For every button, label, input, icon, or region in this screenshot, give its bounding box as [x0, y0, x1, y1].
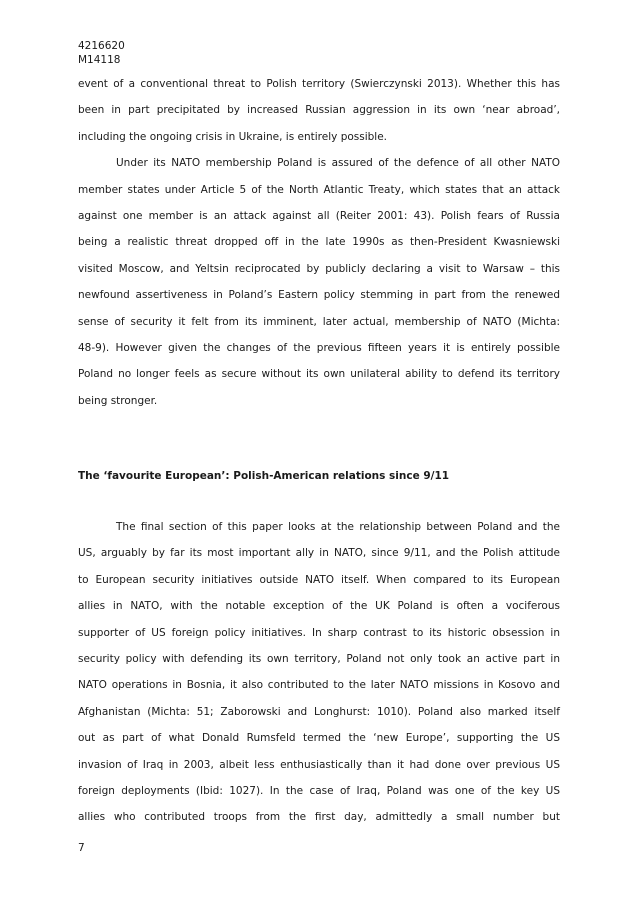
- text-line: event of a conventional threat to Polish territory (Swierczynski 2013). Whether this has: [78, 78, 560, 90]
- text-line: being stronger.: [78, 394, 158, 407]
- text-line: including the ongoing crisis in Ukraine, is entirely possible.: [78, 130, 388, 143]
- text-line: been in part precipitated by increased Russian aggression in its own ‘near abroad’,: [78, 104, 560, 117]
- page-number: 7: [78, 842, 85, 854]
- paragraph-1: [78, 77, 560, 156]
- text-line: invasion of Iraq in 2003, albeit less enthusiastically than it had done over previous US: [78, 758, 560, 771]
- text-line: Afghanistan (Michta: 51; Zaborowski and Longhurst: 1010). Poland also marked itself: [78, 705, 560, 718]
- text-line: newfound assertiveness in Poland’s Eastern policy stemming in part from the renewed: [78, 289, 560, 302]
- text-line: against one member is an attack against all (Reiter 2001: 43). Polish fears of Russia: [78, 209, 560, 222]
- section-heading: The ‘favourite European’: Polish-American relations since 9/11: [78, 470, 450, 482]
- text-line: sense of security it felt from its imminent, later actual, membership of NATO (Michta:: [78, 315, 560, 328]
- text-line: supporter of US foreign policy initiatives. In sharp contrast to its historic obsession in: [78, 626, 560, 639]
- text-line: security policy with defending its own territory, Poland not only took an active part in: [78, 652, 560, 665]
- text-line: NATO operations in Bosnia, it also contributed to the later NATO missions in Kosovo and: [78, 679, 560, 692]
- text-line: being a realistic threat dropped off in the late 1990s as then-President Kwasniewski: [78, 236, 560, 249]
- text-line: The final section of this paper looks at the relationship between Poland and the: [116, 521, 560, 533]
- text-line: allies in NATO, with the notable exception of the UK Poland is often a vociferous: [78, 600, 560, 613]
- text-line: Under its NATO membership Poland is assured of the defence of all other NATO: [116, 157, 560, 170]
- text-line: Poland no longer feels as secure without its own unilateral ability to defend its territory: [78, 368, 560, 381]
- text-line: US, arguably by far its most important ally in NATO, since 9/11, and the Polish attitude: [78, 547, 560, 560]
- student-id: 4216620: [78, 40, 125, 52]
- document-header: [78, 39, 125, 67]
- paragraph-3: [78, 520, 560, 837]
- text-line: allies who contributed troops from the first day, admittedly a small number but: [78, 811, 560, 824]
- text-line: 48-9). However given the changes of the previous fifteen years it is entirely possible: [78, 341, 560, 354]
- paragraph-2: [78, 156, 560, 420]
- text-line: out as part of what Donald Rumsfeld termed the ‘new Europe’, supporting the US: [78, 732, 560, 745]
- text-line: member states under Article 5 of the North Atlantic Treaty, which states that an attack: [78, 183, 560, 196]
- module-code: M14118: [78, 54, 121, 66]
- text-line: to European security initiatives outside NATO itself. When compared to its European: [78, 573, 560, 586]
- text-line: visited Moscow, and Yeltsin reciprocated by publicly declaring a visit to Warsaw – this: [78, 262, 560, 275]
- text-line: foreign deployments (Ibid: 1027). In the case of Iraq, Poland was one of the key US: [78, 784, 560, 797]
